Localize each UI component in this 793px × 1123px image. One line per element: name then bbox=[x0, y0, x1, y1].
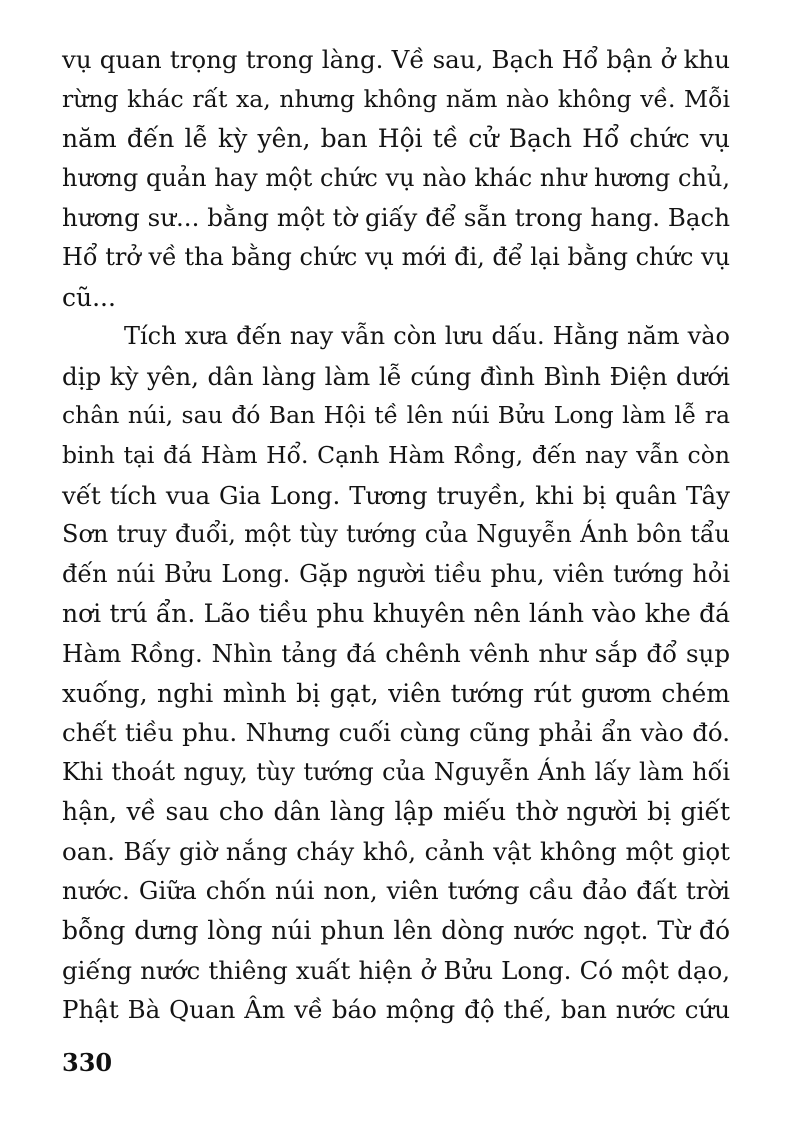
body-text bbox=[62, 40, 730, 1030]
text-line: hương sư... bằng một tờ giấy để sẵn trong hang. Bạch bbox=[62, 203, 730, 233]
text-line: vết tích vua Gia Long. Tương truyền, khi bị quân Tây bbox=[62, 480, 730, 510]
text-line: giếng nước thiêng xuất hiện ở Bửu Long. Có một dạo, bbox=[62, 955, 730, 985]
text-line: bỗng dưng lòng núi phun lên dòng nước ngọt. Từ đó bbox=[62, 916, 730, 946]
text-line: cũ... bbox=[62, 282, 116, 312]
text-line: oan. Bấy giờ nắng cháy khô, cảnh vật không một giọt bbox=[62, 836, 730, 866]
text-line: nơi trú ẩn. Lão tiều phu khuyên nên lánh vào khe đá bbox=[62, 599, 730, 629]
text-line: vụ quan trọng trong làng. Về sau, Bạch Hổ bận ở khu bbox=[62, 45, 730, 74]
text-line: hương quản hay một chức vụ nào khác như hương chủ, bbox=[62, 163, 730, 192]
text-line: Hàm Rồng. Nhìn tảng đá chênh vênh như sắp đổ sụp bbox=[62, 638, 730, 668]
text-line: Sơn truy đuổi, một tùy tướng của Nguyễn Ánh bôn tẩu bbox=[62, 520, 730, 549]
page-number: 330 bbox=[62, 1048, 113, 1077]
text-line: Khi thoát nguy, tùy tướng của Nguyễn Ánh lấy làm hối bbox=[62, 757, 730, 786]
text-line: Phật Bà Quan Âm về báo mộng độ thế, ban nước cứu bbox=[62, 995, 730, 1025]
text-line: nước. Giữa chốn núi non, viên tướng cầu đảo đất trời bbox=[62, 876, 730, 906]
text-line: Tích xưa đến nay vẫn còn lưu dấu. Hằng năm vào bbox=[124, 322, 730, 351]
text-line: rừng khác rất xa, nhưng không năm nào không về. Mỗi bbox=[62, 84, 730, 113]
text-line: đến núi Bửu Long. Gặp người tiều phu, viên tướng hỏi bbox=[62, 559, 730, 588]
paragraph-1 bbox=[62, 40, 730, 317]
text-line: Hổ trở về tha bằng chức vụ mới đi, để lại bằng chức vụ bbox=[62, 242, 731, 271]
text-line: hận, về sau cho dân làng lập miếu thờ người bị giết bbox=[62, 797, 730, 827]
paragraph-2 bbox=[62, 317, 730, 1030]
text-line: xuống, nghi mình bị gạt, viên tướng rút gươm chém bbox=[62, 678, 730, 708]
text-line: dịp kỳ yên, dân làng làm lễ cúng đình Bình Điện dưới bbox=[62, 361, 730, 391]
text-line: chết tiều phu. Nhưng cuối cùng cũng phải ẩn vào đó. bbox=[62, 718, 730, 748]
text-line: năm đến lễ kỳ yên, ban Hội tề cử Bạch Hổ chức vụ bbox=[62, 124, 730, 154]
text-line: binh tại đá Hàm Hổ. Cạnh Hàm Rồng, đến nay vẫn còn bbox=[62, 440, 730, 469]
text-line: chân núi, sau đó Ban Hội tề lên núi Bửu Long làm lễ ra bbox=[62, 401, 730, 430]
